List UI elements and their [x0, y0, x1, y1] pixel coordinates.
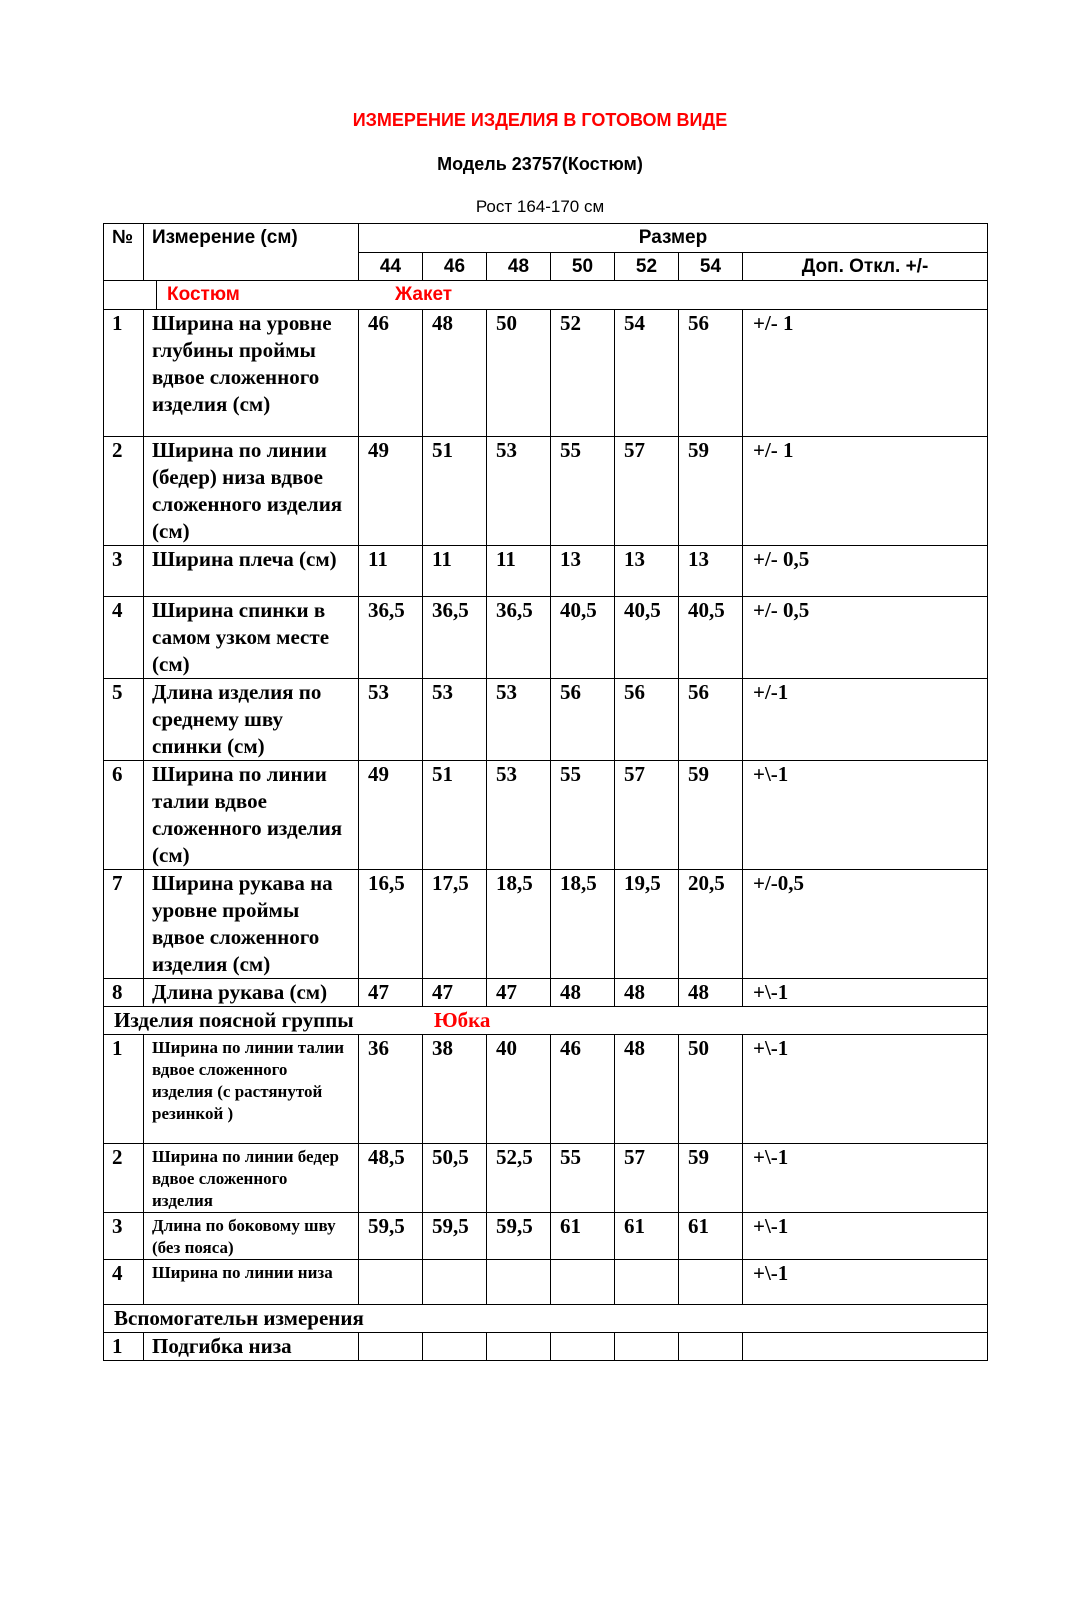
measurement-name: Ширина плеча (см) [144, 546, 359, 597]
size-value: 40 [487, 1035, 551, 1144]
size-value [615, 1260, 679, 1305]
size-value: 59 [679, 761, 743, 870]
size-value [359, 1260, 423, 1305]
size-value [359, 1333, 423, 1361]
row-number: 8 [104, 979, 144, 1007]
size-value: 61 [551, 1213, 615, 1260]
section-row [104, 1007, 988, 1035]
size-value: 50 [679, 1035, 743, 1144]
size-value: 47 [487, 979, 551, 1007]
size-value: 53 [423, 679, 487, 761]
size-value [423, 1333, 487, 1361]
size-value: 59 [679, 1144, 743, 1213]
size-value: 56 [679, 679, 743, 761]
size-value: 50 [487, 310, 551, 437]
tolerance-value: +/- 1 [743, 310, 988, 437]
size-value: 56 [615, 679, 679, 761]
tolerance-value: +\-1 [743, 1035, 988, 1144]
table-row [104, 1144, 988, 1213]
size-value: 57 [615, 761, 679, 870]
tolerance-value: +\-1 [743, 979, 988, 1007]
size-value: 36,5 [423, 597, 487, 679]
size-value: 52,5 [487, 1144, 551, 1213]
size-value: 48 [423, 310, 487, 437]
size-value: 55 [551, 437, 615, 546]
tolerance-value: +\-1 [743, 1260, 988, 1305]
size-value: 36 [359, 1035, 423, 1144]
section-label-suit: Костюм [167, 284, 240, 305]
measurement-name: Ширина рукава на уровне проймы вдвое сложенного изделия (см) [144, 870, 359, 979]
header-size-col: 48 [487, 252, 551, 281]
size-value: 55 [551, 1144, 615, 1213]
size-value [551, 1333, 615, 1361]
row-number: 7 [104, 870, 144, 979]
row-number: 4 [104, 597, 144, 679]
row-number: 2 [104, 1144, 144, 1213]
size-value: 53 [487, 679, 551, 761]
tolerance-value: +/-1 [743, 679, 988, 761]
table-row [104, 761, 988, 870]
size-value: 53 [487, 437, 551, 546]
size-value: 59,5 [359, 1213, 423, 1260]
size-value: 13 [679, 546, 743, 597]
table-row [104, 546, 988, 597]
section-row-suit [104, 281, 988, 310]
measurement-name: Подгибка низа [144, 1333, 359, 1361]
measurement-name: Ширина по линии низа [144, 1260, 359, 1305]
tolerance-value: +/- 1 [743, 437, 988, 546]
size-value: 51 [423, 761, 487, 870]
size-value: 57 [615, 1144, 679, 1213]
header-measure: Измерение (см) [144, 224, 359, 281]
table-row [104, 310, 988, 437]
size-value: 53 [487, 761, 551, 870]
size-value: 11 [423, 546, 487, 597]
header-tolerance: Доп. Откл. +/- [743, 252, 988, 281]
size-value: 11 [359, 546, 423, 597]
size-value: 53 [359, 679, 423, 761]
measurement-name: Ширина на уровне глубины проймы вдвое сложенного изделия (см) [144, 310, 359, 437]
section-item-jacket: Жакет [395, 284, 453, 305]
size-value: 36,5 [487, 597, 551, 679]
measurement-name: Ширина по линии бедер вдвое сложенного изделия [144, 1144, 359, 1213]
header-row-1 [104, 224, 988, 253]
size-value: 61 [679, 1213, 743, 1260]
section-row [104, 1305, 988, 1333]
size-value [423, 1260, 487, 1305]
row-number: 1 [104, 1333, 144, 1361]
size-value: 61 [615, 1213, 679, 1260]
table-row [104, 979, 988, 1007]
row-number: 3 [104, 546, 144, 597]
section-label-auxiliary: Вспомогательн измерения [114, 1306, 364, 1330]
size-value: 49 [359, 437, 423, 546]
row-number: 1 [104, 310, 144, 437]
size-value: 54 [615, 310, 679, 437]
header-size-col: 54 [679, 252, 743, 281]
table-row [104, 1260, 988, 1305]
size-value: 49 [359, 761, 423, 870]
size-value: 51 [423, 437, 487, 546]
size-value [679, 1260, 743, 1305]
size-value: 36,5 [359, 597, 423, 679]
size-value: 48 [551, 979, 615, 1007]
measurement-table [103, 223, 988, 1361]
size-value: 48,5 [359, 1144, 423, 1213]
tolerance-value: +/- 0,5 [743, 546, 988, 597]
header-size: Размер [359, 224, 988, 253]
size-value: 17,5 [423, 870, 487, 979]
height-range: Рост 164-170 см [475, 197, 605, 216]
measurement-name: Длина по боковому шву (без пояса) [144, 1213, 359, 1260]
header-size-col: 46 [423, 252, 487, 281]
size-value: 52 [551, 310, 615, 437]
measurement-name: Длина рукава (см) [144, 979, 359, 1007]
tolerance-value: +\-1 [743, 1144, 988, 1213]
table-row [104, 1035, 988, 1144]
measurement-name: Ширина по линии талии вдвое сложенного изделия (с растянутой резинкой ) [144, 1035, 359, 1144]
table-row [104, 1213, 988, 1260]
size-value: 59,5 [423, 1213, 487, 1260]
tolerance-value: +\-1 [743, 761, 988, 870]
tolerance-value: +/- 0,5 [743, 597, 988, 679]
row-number: 1 [104, 1035, 144, 1144]
size-value: 59,5 [487, 1213, 551, 1260]
size-value: 18,5 [551, 870, 615, 979]
size-value [487, 1260, 551, 1305]
size-value: 56 [679, 310, 743, 437]
measurement-name: Ширина по линии (бедер) низа вдвое сложенного изделия (см) [144, 437, 359, 546]
size-value: 48 [615, 979, 679, 1007]
size-value [679, 1333, 743, 1361]
size-value: 13 [615, 546, 679, 597]
size-value: 18,5 [487, 870, 551, 979]
size-value: 46 [359, 310, 423, 437]
row-number: 5 [104, 679, 144, 761]
size-value: 40,5 [551, 597, 615, 679]
header-size-col: 50 [551, 252, 615, 281]
size-value: 56 [551, 679, 615, 761]
size-value: 48 [615, 1035, 679, 1144]
size-value: 40,5 [615, 597, 679, 679]
section-item-skirt: Юбка [434, 1008, 491, 1032]
size-value: 38 [423, 1035, 487, 1144]
tolerance-value: +/-0,5 [743, 870, 988, 979]
size-value: 40,5 [679, 597, 743, 679]
row-number: 2 [104, 437, 144, 546]
header-size-col: 52 [615, 252, 679, 281]
row-number: 3 [104, 1213, 144, 1260]
size-value: 46 [551, 1035, 615, 1144]
row-number: 4 [104, 1260, 144, 1305]
table-row [104, 870, 988, 979]
size-value: 47 [359, 979, 423, 1007]
tolerance-value: +\-1 [743, 1213, 988, 1260]
model-name: Модель 23757(Костюм) [437, 154, 643, 174]
size-value: 19,5 [615, 870, 679, 979]
header-num: № [104, 224, 144, 281]
measurement-name: Длина изделия по среднему шву спинки (см) [144, 679, 359, 761]
measurement-name: Ширина спинки в самом узком месте (см) [144, 597, 359, 679]
table-row [104, 1333, 988, 1361]
size-value: 57 [615, 437, 679, 546]
size-value: 16,5 [359, 870, 423, 979]
size-value [615, 1333, 679, 1361]
table-row [104, 437, 988, 546]
section-label-waist-group: Изделия поясной группы [114, 1008, 354, 1032]
size-value: 47 [423, 979, 487, 1007]
size-value: 11 [487, 546, 551, 597]
size-value [551, 1260, 615, 1305]
size-value: 48 [679, 979, 743, 1007]
table-row [104, 679, 988, 761]
table-row [104, 597, 988, 679]
size-value [487, 1333, 551, 1361]
size-value: 59 [679, 437, 743, 546]
header-size-col: 44 [359, 252, 423, 281]
document-title: ИЗМЕРЕНИЕ ИЗДЕЛИЯ В ГОТОВОМ ВИДЕ [352, 110, 728, 130]
size-value: 13 [551, 546, 615, 597]
tolerance-value [743, 1333, 988, 1361]
size-value: 50,5 [423, 1144, 487, 1213]
row-number: 6 [104, 761, 144, 870]
size-value: 20,5 [679, 870, 743, 979]
measurement-name: Ширина по линии талии вдвое сложенного изделия (см) [144, 761, 359, 870]
size-value: 55 [551, 761, 615, 870]
